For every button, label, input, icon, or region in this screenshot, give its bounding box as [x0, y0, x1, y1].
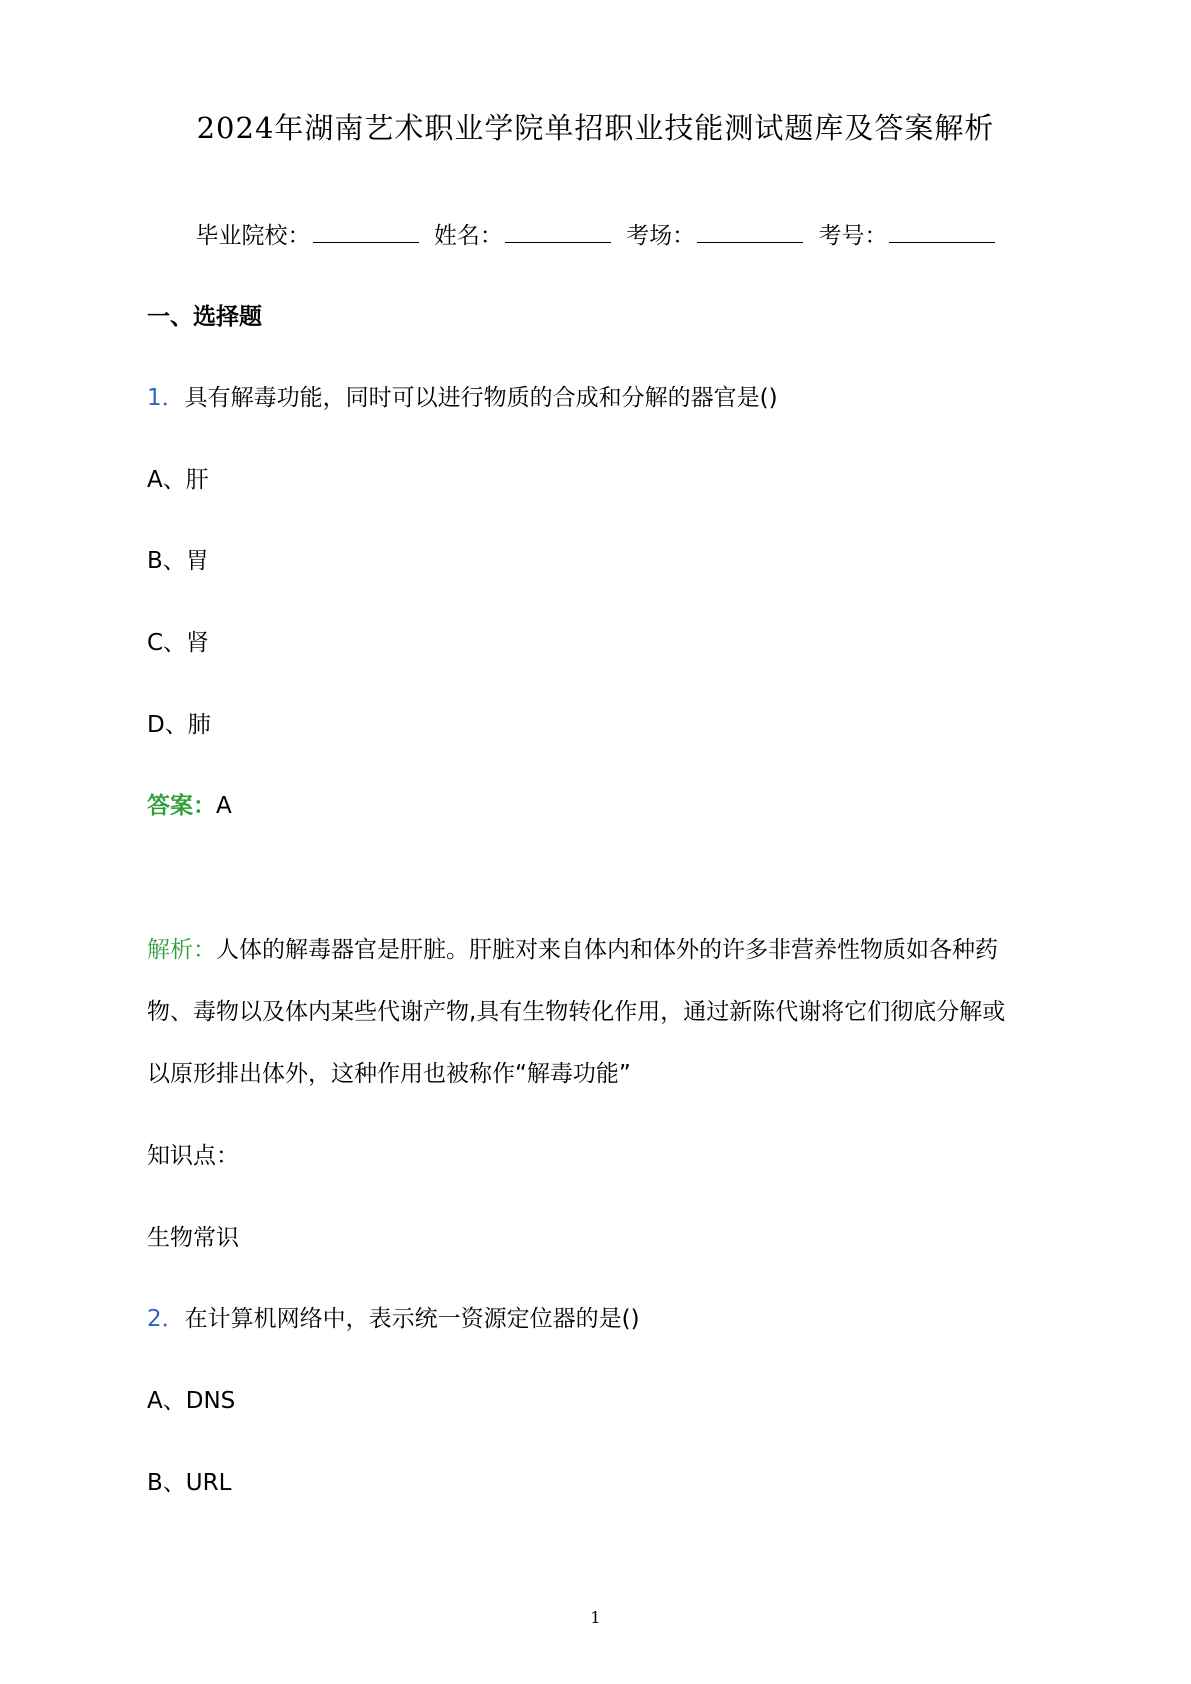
- name-field: [434, 223, 611, 249]
- analysis-label: 解析：: [147, 937, 216, 963]
- question-2: [147, 1302, 640, 1336]
- section-title: 一、选择题: [147, 304, 262, 330]
- question-1-text: 具有解毒功能，同时可以进行物质的合成和分解的器官是(): [184, 385, 778, 411]
- document-title: 2024年湖南艺术职业学院单招职业技能测试题库及答案解析: [196, 111, 995, 145]
- analysis-line-2: 物、毒物以及体内某些代谢产物,具有生物转化作用，通过新陈代谢将它们彻底分解或: [147, 999, 1006, 1025]
- question-1-answer: [147, 789, 232, 823]
- question-1-number: 1．: [147, 385, 185, 411]
- exam-number-field: [818, 223, 995, 249]
- question-1: [147, 381, 778, 415]
- knowledge-label: 知识点：: [147, 1143, 239, 1169]
- exam-room-label: 考场：: [626, 223, 696, 249]
- answer-label: 答案：: [147, 793, 216, 819]
- school-field: [196, 223, 419, 249]
- question-1-option-a: A、肝: [147, 467, 209, 493]
- exam-info-row: [0, 218, 1191, 253]
- school-blank: [313, 218, 419, 243]
- exam-number-label: 考号：: [818, 223, 888, 249]
- question-2-option-a: A、DNS: [147, 1388, 236, 1414]
- answer-value: A: [216, 793, 232, 819]
- exam-number-blank: [889, 218, 995, 243]
- name-label: 姓名：: [433, 223, 503, 249]
- analysis-text-1: 人体的解毒器官是肝脏。肝脏对来自体内和体外的许多非营养性物质如各种药: [216, 937, 998, 963]
- question-1-option-b: B、胃: [147, 548, 209, 574]
- question-1-option-c: C、肾: [147, 630, 210, 656]
- analysis-line-3: 以原形排出体外，这种作用也被称作“解毒功能”: [147, 1061, 631, 1087]
- question-2-option-b: B、URL: [147, 1470, 232, 1496]
- name-blank: [505, 218, 611, 243]
- question-1-analysis: [147, 919, 1052, 1105]
- analysis-line-1: [147, 919, 1052, 981]
- exam-room-blank: [697, 218, 803, 243]
- question-1-option-d: D、肺: [147, 712, 211, 738]
- question-2-number: 2．: [147, 1306, 185, 1332]
- exam-room-field: [626, 223, 803, 249]
- knowledge-value: 生物常识: [147, 1225, 239, 1251]
- page-number: 1: [590, 1608, 601, 1627]
- school-label: 毕业院校：: [195, 223, 311, 249]
- question-2-text: 在计算机网络中，表示统一资源定位器的是(): [184, 1306, 640, 1332]
